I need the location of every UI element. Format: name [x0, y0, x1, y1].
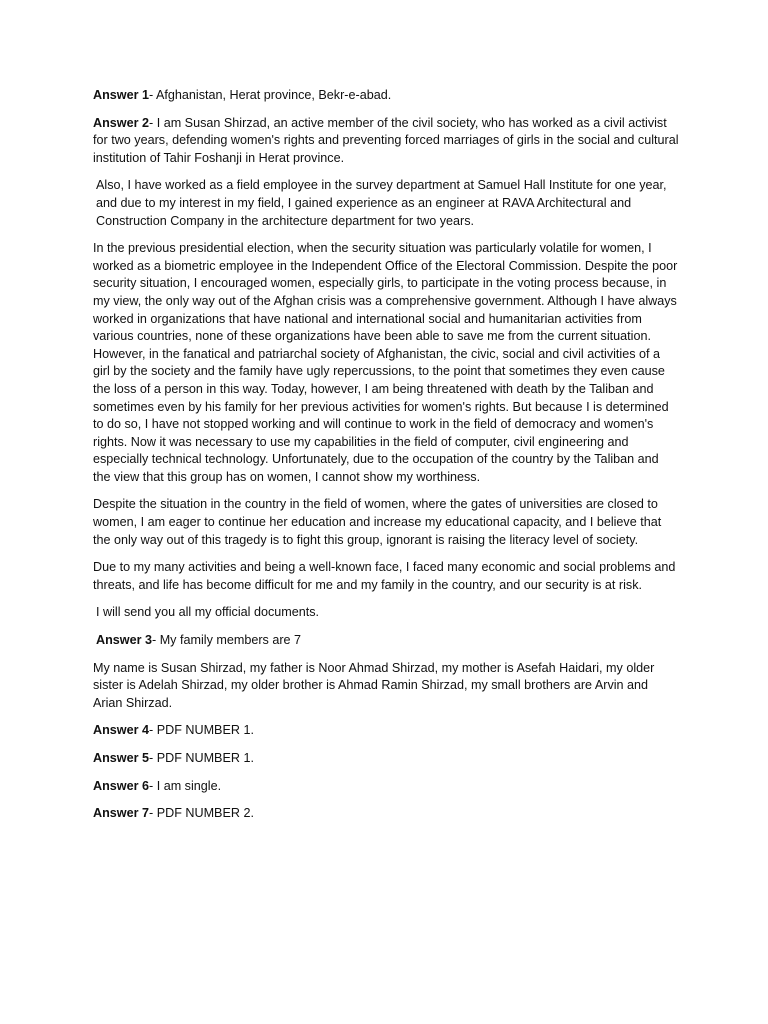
- paragraph-election: [93, 240, 679, 486]
- paragraph-text: - PDF NUMBER 2.: [149, 806, 254, 821]
- answer-label: Answer 7: [93, 806, 149, 821]
- paragraph-answer-2: [93, 115, 679, 168]
- answer-label: Answer 2: [93, 115, 149, 130]
- paragraph-work-experience: [93, 177, 679, 230]
- paragraph-text: - I am single.: [149, 778, 222, 793]
- paragraph-answer-1: [93, 87, 679, 105]
- paragraph-text: Due to my many activities and being a well-known face, I faced many economic and social problems and threats, and life has become difficult for me and my family in the country, and our security is at risk.: [93, 560, 676, 592]
- paragraph-answer-5: [93, 750, 679, 768]
- paragraph-text: - Afghanistan, Herat province, Bekr-e-abad.: [149, 88, 392, 102]
- paragraph-family: [93, 660, 679, 713]
- paragraph-text: My name is Susan Shirzad, my father is Noor Ahmad Shirzad, my mother is Asefah Haidari, my older sister is Adelah Shirzad, my older brother is Ahmad Ramin Shirzad, my small brothers are Arvin and Arian Shirzad.: [93, 660, 655, 710]
- paragraph-threats: [93, 559, 679, 594]
- paragraph-text: - I am Susan Shirzad, an active member of the civil society, who has worked as a civil activist for two years, defending women's rights and preventing forced marriages of girls in the social and cultural institution of Tahir Foshanji in Herat province.: [93, 115, 679, 165]
- answer-label: Answer 5: [93, 751, 149, 765]
- paragraph-text: - My family members are 7: [152, 633, 302, 648]
- paragraph-education: [93, 496, 679, 549]
- paragraph-documents: [93, 604, 679, 622]
- paragraph-text: - PDF NUMBER 1.: [149, 751, 254, 765]
- paragraph-answer-7: [93, 805, 679, 823]
- paragraph-text: I will send you all my official documents.: [96, 605, 320, 620]
- paragraph-text: - PDF NUMBER 1.: [149, 723, 254, 738]
- answer-label: Answer 3: [96, 633, 152, 648]
- paragraph-answer-6: [93, 778, 679, 796]
- paragraph-answer-4: [93, 722, 679, 740]
- paragraph-text: Despite the situation in the country in the field of women, where the gates of universities are closed to women, I am eager to continue her education and increase my educational capacity, and I believe that the only way out of this tragedy is to fight this group, ignorant is raising the literacy level of society.: [93, 497, 662, 547]
- paragraph-answer-3: [93, 632, 679, 650]
- paragraph-text: Also, I have worked as a field employee in the survey department at Samuel Hall Institute for one year, and due to my interest in my field, I gained experience as an engineer at RAVA Architectural and Construction Company in the architecture department for two years.: [96, 178, 667, 228]
- document-body: [93, 87, 679, 833]
- answer-label: Answer 1: [93, 88, 149, 102]
- paragraph-text: In the previous presidential election, when the security situation was particularly volatile for women, I worked as a biometric employee in the Independent Office of the Electoral Commission. Despite the poor security situation, I encouraged women, especially girls, to participate in the voting process because, in my view, the only way out of the Afghan crisis was a comprehensive government. Although I have always worked in organizations that have national and international social and humanitarian activities from various countries, none of these organizations have been able to save me from the current situation. However, in the fanatical and patriarchal society of Afghanistan, the civic, social and civil activities of a girl by the society and the family have ugly repercussions, to the point that sometimes they even cause the loss of a person in this way. Today, however, I am being threatened with death by the Taliban and sometimes even by his family for her previous activities for women's rights. But because I is determined to do so, I have not stopped working and will continue to work in the field of democracy and women's rights. Now it was necessary to use my capabilities in the field of computer, civil engineering and especially technical technology. Unfortunately, due to the occupation of the country by the Taliban and the view that this group has on women, I cannot show my worthiness.: [93, 241, 678, 484]
- answer-label: Answer 6: [93, 778, 149, 793]
- answer-label: Answer 4: [93, 723, 149, 738]
